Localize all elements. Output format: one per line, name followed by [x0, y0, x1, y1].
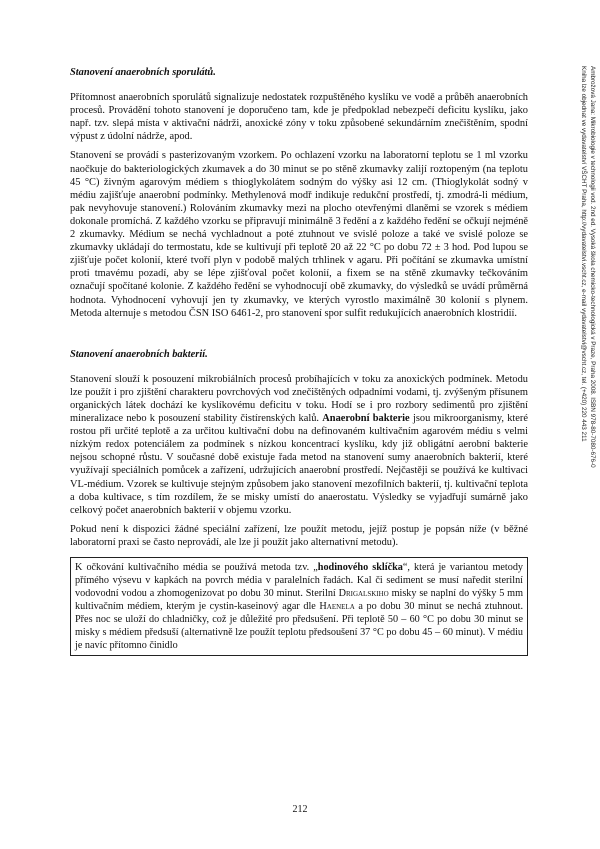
paragraph [70, 373, 528, 517]
citation-text [551, 66, 597, 616]
paragraph: Přítomnost anaerobních sporulátů signalizuje nedostatek rozpuštěného kyslíku ve vodě a průběh anaerobních procesů. Provádění tohoto stanovení je doporučeno tam, kde je předpoklad nebezpečí deficitu kyslíku, jako např. tzv. slepá místa v aktivační nádrži, anoxické zóny v toku způsobené sekundárním znečištěním, spodní výpust z údolní nádrže, apod. [70, 92, 528, 143]
page-number: 212 [292, 804, 308, 815]
paragraph-text: jsou mikroorganismy, které rostou při určité teplotě a za určitou kultivační dobu na definovaném kultivačním agarovém médiu s velmi nízkým redox potenciálem za podmínek s nízkou koncentrací kyslíku, kdy již obligátní aerobní bakterie nejsou schopné růstu. V současné době existuje řada metod na stanovení sumy anaerobních bakterií, které využívají speciálních pomůcek a zařízení, udržujících anaerobní prostředí. Nejčastěji se používá ke kultivaci VL-médium. Vzorek se kultivuje stejným způsobem jako stanovení mezofilních bakterií, tj. kultivační teplota a doba kultivace, s tím rozdílem, že se misky umístí do anaerostatu. Výsledky se vyjadřují sumárně jako celkový počet anaerobních bakterií v objemu vzorku. [70, 413, 528, 516]
citation-sidebar [551, 66, 597, 616]
paragraph: Stanovení se provádí s pasterizovaným vzorkem. Po ochlazení vzorku na laboratorní teplotu se 1 ml vzorku naočkuje do bakteriologických zkumavek a do 30 minut se po stěně zkumavky zalijí roztopeným (na teplotu 45 °C) živným agarovým médiem s thioglykolátem sodným do výšky asi 12 cm. (Thioglykolát sodný v médiu zajišťuje anaerobní podmínky. Methylenová modř indikuje redukční prostředí, tj. zmodrá-li médium, pak nevyhovuje stanovení.) Rolováním zkumavky mezi na plocho otevřenými dlaněmi se vzorek s médiem dokonale promíchá. Z každého vzorku se připravují minimálně 3 ředění a z každého ředění se očkují nejméně 2 zkumavky. Médium se nechá vychladnout a poté ztuhnout ve svislé poloze a také ve svislé poloze se zkumavky ukládají do termostatu, kde se kultivují při teplotě 20 až 22 °C po dobu 72 ± 3 hod. Pod lupou se zjišťuje počet kolonií, které tvoří plyn v podobě malých trhlinek v agaru. Při počítání se zkumavka umístní proti tmavému pozadí, aby se lépe zjišťoval počet kolonií, a fixem se na stěně zkumavky tečkováním označují spočítané kolonie. Z každého ředění se vyhodnocují obě zkumavky, do výsledků se uvádí průměrná hodnota. Vyhodnocení vyhovují jen ty zkumavky, ve kterých vyrostlo maximálně 30 kolonií s plynem. Metoda alternuje s metodou ČSN ISO 6461-2, pro stanovení spor sulfit redukujících anaerobních klostridií. [70, 150, 528, 319]
citation-line-2: Kniha lze objednat ve vydavatelství VŠCHT Praha, http://vydavatelstvi.vscht.cz, e-mail vydavatelstvi@vscht.cz, tel. (+420) 220 443 211 [580, 66, 587, 442]
paragraph-text: Stanovení slouží k posouzení mikrobiálních procesů probíhajících v toku za anoxických podmínek. Metodu lze použít i pro zjištění charakteru povrchových vod znečištěných odpadními vodami, tj. zvýšeným přísunem organických látek dochází ke kyslíkovému deficitu v toku. Hodí se i pro rozbory sedimentů pro zjištění mineralizace nebo k posouzení stability čistírenských kalů. [70, 373, 528, 425]
bold-term: hodinového sklíčka [317, 562, 403, 573]
box-text: “, která je variantou metody přímého výsevu v kapkách na povrch média v paralelních řadách. Kal či sediment se musí naředit sterilní vodovodní vodou a zhomogenizovat po dobu 30 minut. Sterilní [75, 562, 524, 599]
method-box [70, 557, 528, 656]
box-text: K očkování kultivačního média se používá metoda tzv. „ [75, 562, 318, 573]
main-text [70, 66, 528, 656]
author-name: Haenela [319, 601, 355, 612]
box-text: misky se naplní do výšky 5 mm kultivačním médiem, kterým je cystin-kaseinový agar dle [75, 588, 523, 612]
author-name: Drigalskiho [338, 588, 389, 599]
box-text: a po dobu 30 minut se nechá ztuhnout. Přes noc se uloží do chladničky, což je důležité pro předsušení. Při teplotě 50 – 60 °C po dobu 30 minut se misky s médiem předsuší (alternativně lze použít teplotu předsoušení 37 °C po dobu 45 – 60 minut). V médiu je navíc přítomno činidlo [75, 601, 523, 651]
bold-term: Anaerobní bakterie [322, 413, 410, 425]
citation-line-1: Ambrožová Jana: Mikrobiologie v technologii vod. 2nd ed. Vysoká škola chemicko-technologická v Praze, Praha 2008. ISBN 978-80-7080-676-0 [589, 66, 596, 468]
section-heading-anaerobic-sporulates: Stanovení anaerobních sporulátů. [70, 67, 216, 78]
section-heading-anaerobic-bacteria: Stanovení anaerobních bakterií. [70, 348, 208, 360]
paragraph: Pokud není k dispozici žádné speciální zařízení, lze použít metodu, jejíž postup je popsán níže (v běžné laboratorní praxi se často neprovádí, ale lze ji použít jako alternativní metodu). [70, 523, 528, 548]
